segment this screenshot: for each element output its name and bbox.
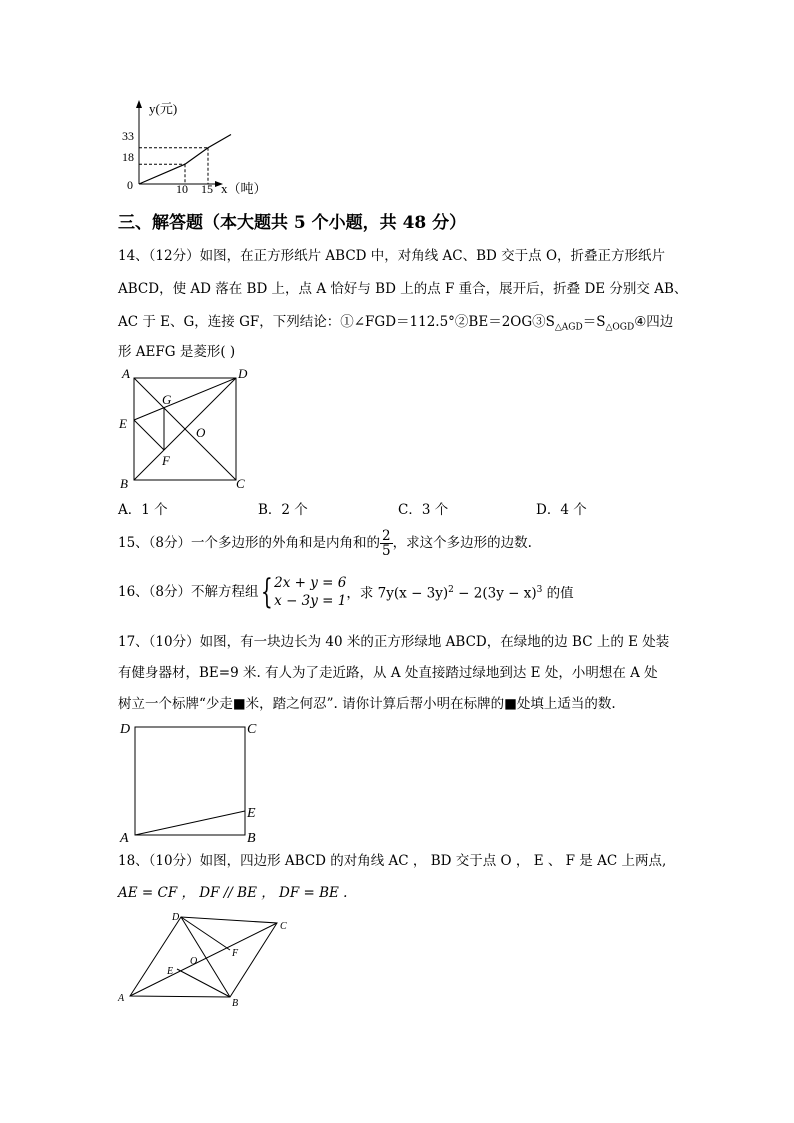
q18-label-F: F bbox=[232, 948, 239, 959]
q14-option-d[interactable]: D．4 个 bbox=[536, 502, 587, 518]
q15-fraction: $\frac{2}{5}$ bbox=[382, 528, 391, 559]
water-fee-graph bbox=[115, 95, 285, 200]
graph-y-tick-18: 18 bbox=[122, 150, 134, 164]
q18-label-D: D bbox=[172, 912, 180, 923]
q17-label-A: A bbox=[120, 831, 129, 846]
q18-line-2: AE = CF ， DF // BE ， DF = BE . bbox=[118, 885, 348, 901]
q14-sub-agd: △AGD bbox=[554, 322, 583, 333]
q14-line-4: 形 AEFG 是菱形( ) bbox=[118, 344, 236, 360]
q18-label-A: A bbox=[118, 993, 125, 1004]
q17-label-D: D bbox=[120, 722, 131, 737]
q18-label-E: E bbox=[167, 966, 174, 977]
graph-x-tick-15: 15 bbox=[201, 182, 213, 196]
q17-line-2: 有健身器材，BE=9 米. 有人为了走近路，从 A 处直接踏过绿地到达 E 处，小明想在 A 处 bbox=[118, 665, 658, 681]
q14-option-c[interactable]: C．3 个 bbox=[398, 502, 449, 518]
q14-label-O: O bbox=[196, 425, 206, 440]
q14-label-E: E bbox=[119, 416, 127, 431]
graph-x-tick-10: 10 bbox=[176, 182, 188, 196]
graph-y-tick-33: 33 bbox=[122, 129, 134, 143]
q14-line-1: 14、（12分）如图，在正方形纸片 ABCD 中，对角线 AC、BD 交于点 O，折叠正方形纸片 bbox=[118, 248, 666, 264]
q14-sub-ogd: △OGD bbox=[605, 322, 635, 333]
q14-label-G: G bbox=[162, 392, 172, 407]
q16-brace: { bbox=[260, 572, 273, 612]
q15-text: 15、（8分）一个多边形的外角和是内角和的 $\frac{2}{5}$ ，求这个多边形的边数. bbox=[118, 528, 532, 559]
q14-line-2: ABCD，使 AD 落在 BD 上，点 A 恰好与 BD 上的点 F 重合，展开后，折叠 DE 分别交 AB、 bbox=[118, 281, 688, 297]
q14-option-a[interactable]: A．1 个 bbox=[118, 502, 168, 518]
q14-line-3: AC 于 E、G，连接 GF，下列结论：$①\angle FGD=112.5^\circ ②BE=2OG③S_{\triangle AGD}=S_{\triangle OGD}④$四边 bbox=[118, 314, 674, 333]
q14-option-b[interactable]: B．2 个 bbox=[258, 502, 308, 518]
graph-origin: 0 bbox=[127, 178, 133, 192]
q14-label-C: C bbox=[236, 476, 245, 491]
q14-label-B: B bbox=[120, 476, 128, 491]
q14-label-D: D bbox=[238, 366, 248, 381]
q18-line-1: 18、（10分）如图，四边形 ABCD 的对角线 AC ， BD 交于点 O ， E 、 F 是 AC 上两点, bbox=[118, 853, 667, 869]
q14-label-F: F bbox=[162, 453, 170, 468]
q17-line-3: 树立一个标牌“少走■米，踏之何忍”. 请你计算后帮小明在标牌的■处填上适当的数. bbox=[118, 696, 616, 712]
q16-equation-system: 2x + y = 6 x − 3y = 1 bbox=[274, 575, 347, 609]
q16-text: 16、（8分）不解方程组{ 2x + y = 6 x − 3y = 1 ，求 $7y(x - 3y)^2 - 2(3y - x)^3$ 的值 bbox=[118, 572, 574, 612]
q14-square-figure bbox=[112, 362, 262, 492]
section-title: 三、解答题（本大题共 5 个小题，共 48 分） bbox=[118, 213, 467, 233]
q18-label-B: B bbox=[232, 998, 239, 1009]
q17-label-C: C bbox=[247, 722, 257, 737]
q17-label-B: B bbox=[247, 831, 256, 846]
graph-x-label: x（吨） bbox=[221, 181, 267, 196]
graph-y-label: y(元) bbox=[149, 101, 178, 116]
q18-quadrilateral-figure bbox=[112, 908, 302, 1010]
q14-label-A: A bbox=[122, 366, 130, 381]
q18-label-O: O bbox=[190, 956, 198, 967]
q17-label-E: E bbox=[247, 806, 256, 821]
q18-label-C: C bbox=[280, 921, 287, 932]
q17-line-1: 17、（10分）如图，有一块边长为 40 米的正方形绿地 ABCD，在绿地的边 BC 上的 E 处装 bbox=[118, 634, 670, 650]
q17-square-figure bbox=[115, 717, 275, 847]
